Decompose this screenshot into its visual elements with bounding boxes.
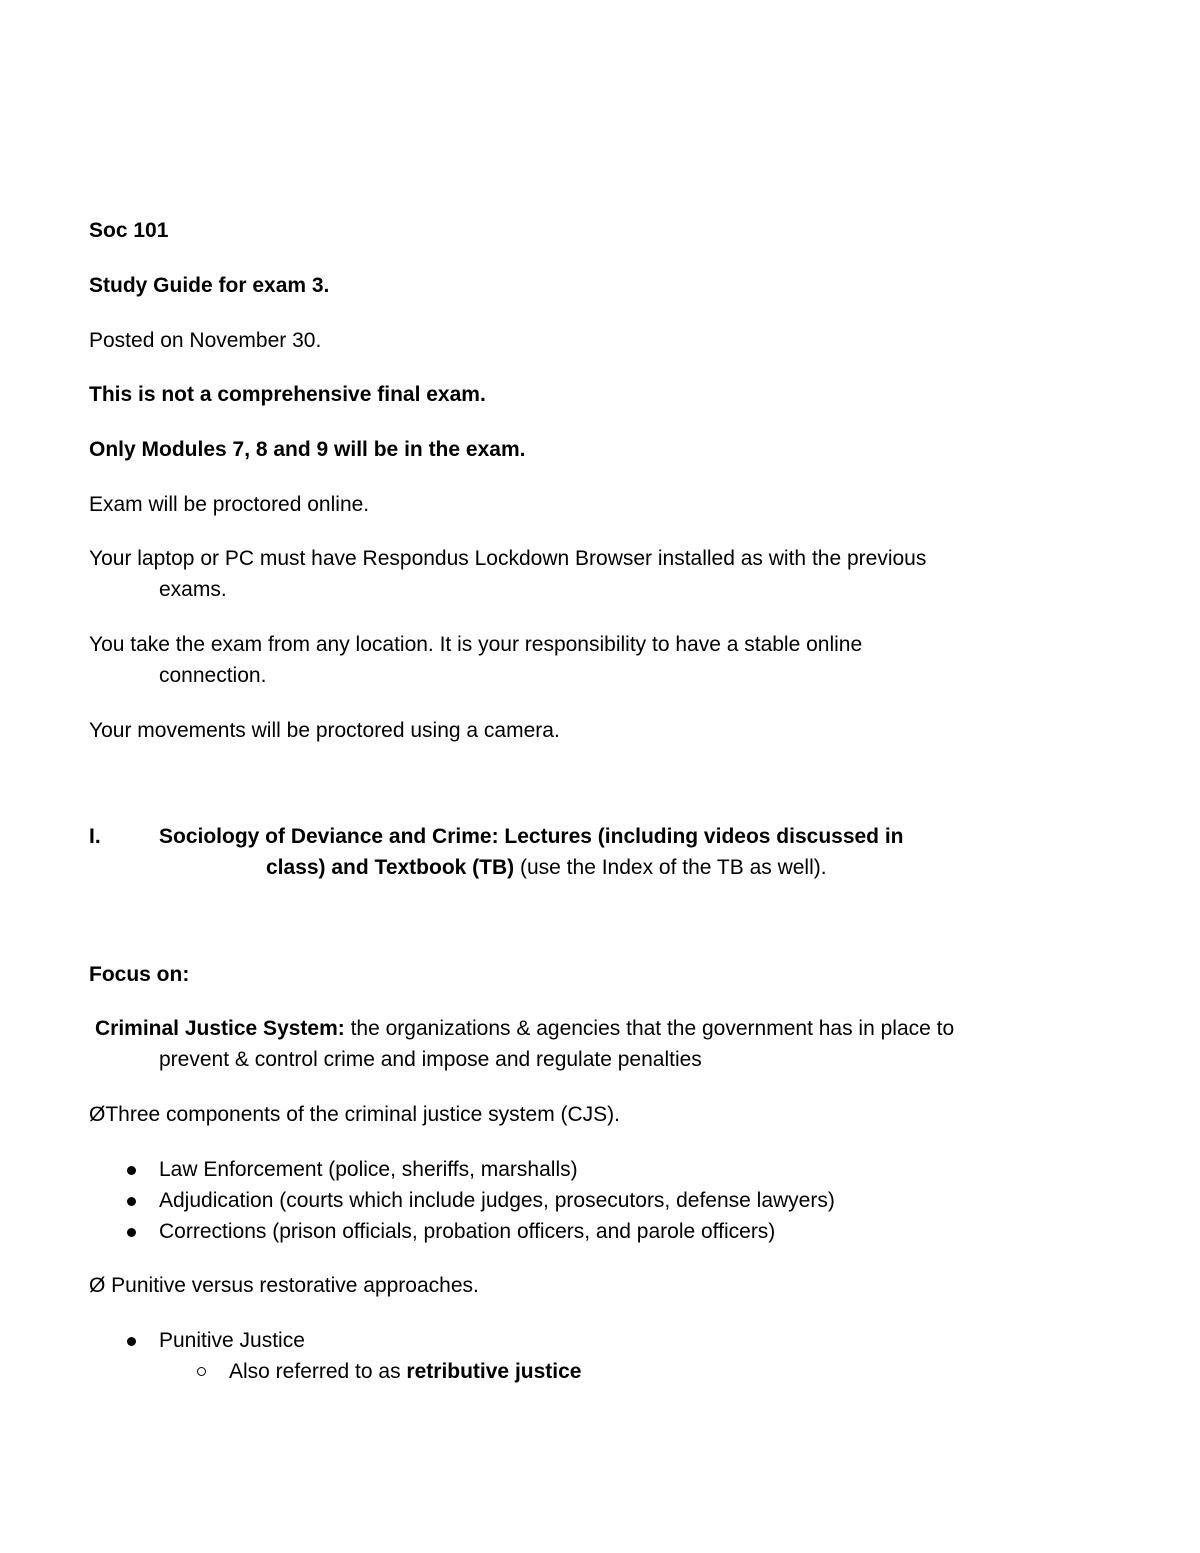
course-title: Soc 101 [89, 219, 169, 242]
study-guide-title: Study Guide for exam 3. [89, 274, 330, 297]
punitive-subitem-prefix: Also referred to as [229, 1360, 407, 1383]
cjs-definition-line2: prevent & control crime and impose and regulate penalties [159, 1048, 702, 1071]
posted-date: Posted on November 30. [89, 329, 322, 352]
location-note-line1: You take the exam from any location. It is your responsibility to have a stable online [89, 633, 863, 656]
section-title-line1: Sociology of Deviance and Crime: Lectures (including videos discussed in [159, 825, 904, 848]
not-comprehensive-note: This is not a comprehensive final exam. [89, 383, 486, 406]
cjs-term: Criminal Justice System: [95, 1017, 345, 1040]
retributive-justice-term: retributive justice [406, 1360, 582, 1383]
list-item: Corrections (prison officials, probation officers, and parole officers) [159, 1220, 776, 1243]
bullet-icon [127, 1228, 136, 1237]
laptop-requirement-line1: Your laptop or PC must have Respondus Lockdown Browser installed as with the previous [89, 547, 927, 570]
bullet-icon [127, 1197, 136, 1206]
components-intro: ØThree components of the criminal justice system (CJS). [89, 1103, 621, 1126]
cjs-definition-text: the organizations & agencies that the government has in place to [344, 1017, 955, 1040]
punitive-subitem [229, 1359, 581, 1385]
section-title-bold-part: class) and Textbook (TB) [266, 856, 515, 879]
list-item: Law Enforcement (police, sheriffs, marshalls) [159, 1158, 578, 1181]
modules-note: Only Modules 7, 8 and 9 will be in the exam. [89, 438, 526, 461]
section-title-normal-part: (use the Index of the TB as well). [514, 856, 827, 879]
location-note-line2: connection. [159, 664, 267, 687]
list-item: Adjudication (courts which include judges, prosecutors, defense lawyers) [159, 1189, 835, 1212]
section-title-line2 [266, 855, 827, 881]
proctored-note: Exam will be proctored online. [89, 493, 370, 516]
camera-note: Your movements will be proctored using a camera. [89, 719, 560, 742]
punitive-justice-item: Punitive Justice [159, 1329, 305, 1352]
focus-heading: Focus on: [89, 963, 190, 986]
bullet-icon [127, 1337, 136, 1346]
laptop-requirement-line2: exams. [159, 578, 227, 601]
bullet-icon [127, 1166, 136, 1175]
cjs-definition-line1 [95, 1016, 954, 1042]
hollow-bullet-icon [197, 1367, 206, 1376]
section-number: I. [89, 825, 101, 848]
approaches-intro: Ø Punitive versus restorative approaches. [89, 1274, 479, 1297]
